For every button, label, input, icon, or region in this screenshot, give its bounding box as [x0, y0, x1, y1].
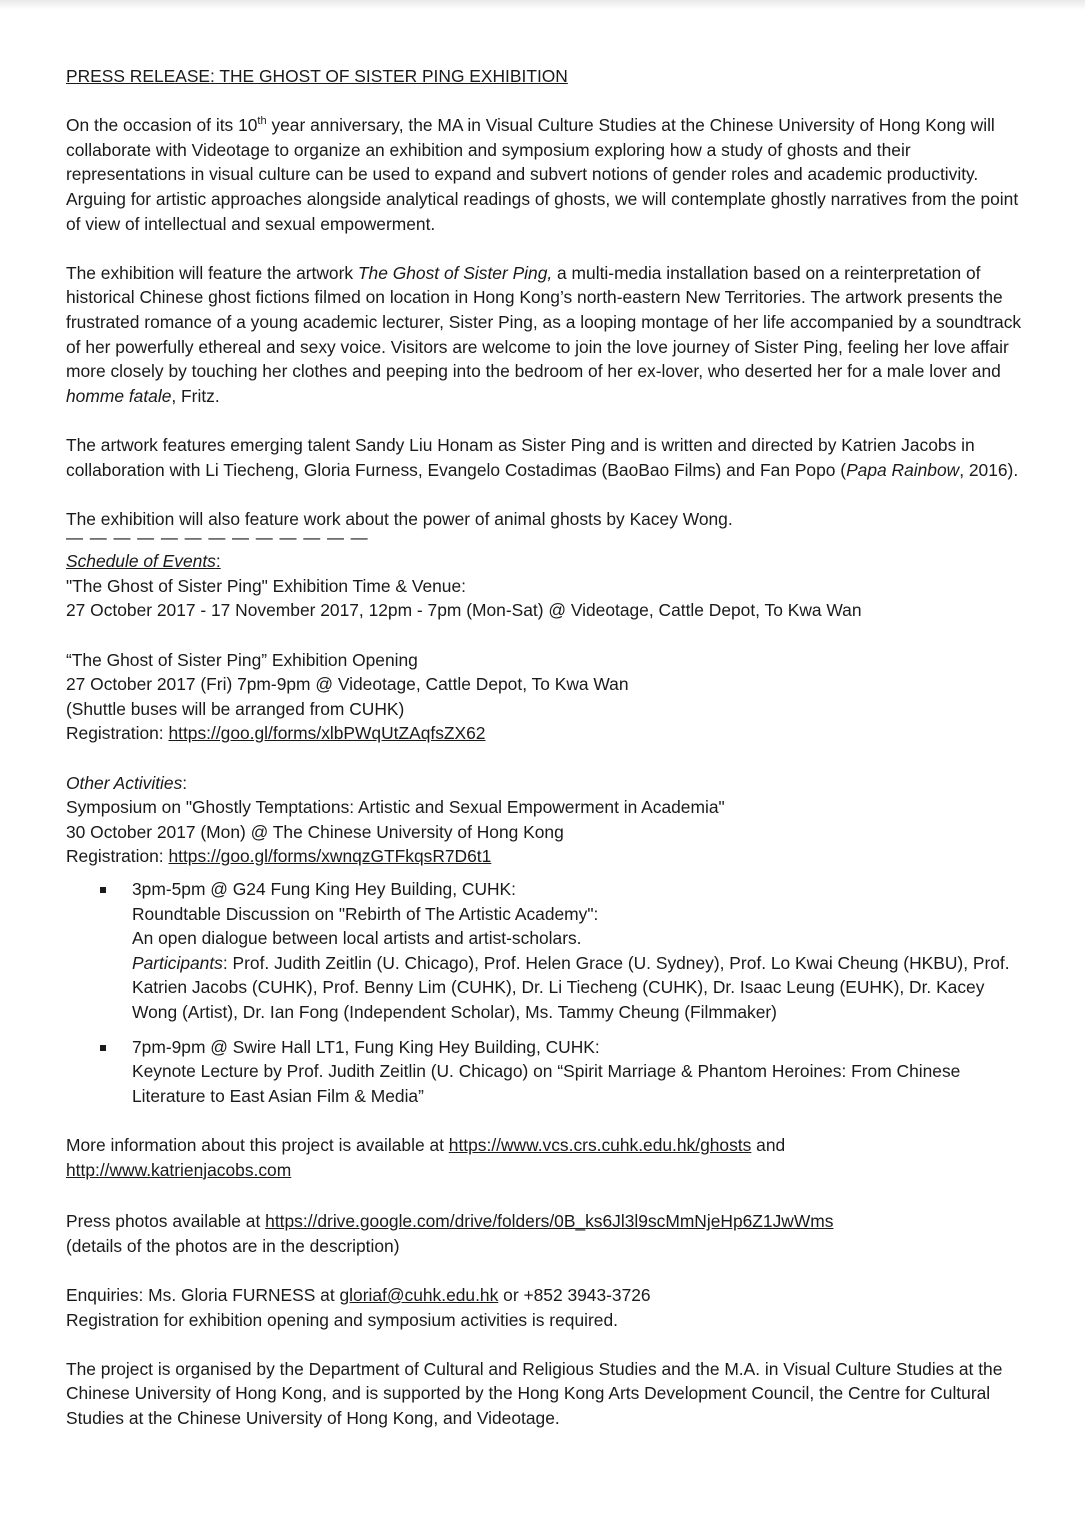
homme-fatale-text: homme fatale [66, 385, 172, 406]
other-activities-heading-text: Other Activities [66, 772, 183, 793]
credits-paragraph [66, 433, 1034, 482]
roundtable-title: Roundtable Discussion on "Rebirth of The Artistic Academy": [132, 903, 599, 924]
opening-registration-link[interactable]: https://goo.gl/forms/xlbPWqUtZAqfsZX62 [168, 723, 486, 744]
registration-required-note: Registration for exhibition opening and symposium activities is required. [66, 1309, 618, 1330]
square-bullet-icon [100, 887, 106, 893]
feature-part2: a multi-media installation based on a reinterpretation of historical Chinese ghost fictions filmed on location in Hong Kong’s north-eastern New Territories. The artwork presents the frustrated romance of a young academic lecturer, Sister Ping, as a looping montage of her life accompanied by a soundtrack of her powerfully ethereal and sexy voice. Visitors are welcome to join the love journey of Sister Ping, feeling her love affair more closely by touching her clothes and peeping into the bedroom of her ex-lover, who deserted her for a male lover and [66, 262, 1022, 382]
opening-shuttle-note: (Shuttle buses will be arranged from CUHK) [66, 698, 405, 719]
opening-registration-label: Registration: [66, 723, 169, 744]
symposium-registration [66, 844, 1034, 869]
activities-list [66, 877, 1034, 1108]
feature-part1: The exhibition will feature the artwork [66, 262, 358, 283]
symposium-registration-label: Registration: [66, 846, 169, 867]
feature-part3: , Fritz. [171, 385, 220, 406]
press-photos-note: (details of the photos are in the description) [66, 1235, 400, 1256]
press-photos-paragraph [66, 1209, 1034, 1258]
press-release-heading [66, 64, 1034, 89]
artwork-title: The Ghost of Sister Ping, [357, 262, 553, 283]
dashed-divider [66, 528, 1034, 548]
exhibition-time-venue: 27 October 2017 - 17 November 2017, 12pm - 7pm (Mon-Sat) @ Videotage, Cattle Depot, To Kwa Wan [66, 600, 862, 621]
animal-ghosts-paragraph: The exhibition will also feature work about the power of animal ghosts by Kacey Wong. [66, 508, 733, 529]
vcs-ghosts-link[interactable]: https://www.vcs.crs.cuhk.edu.hk/ghosts [448, 1134, 752, 1155]
other-activities-colon: : [182, 772, 188, 793]
enquiries-phone: or +852 3943-3726 [498, 1284, 651, 1305]
divider-dashes: — — — — — — — — — — — — — [66, 528, 369, 548]
more-info-label: More information about this project is available at [66, 1134, 449, 1155]
opening-registration [66, 721, 1034, 746]
press-photos-label: Press photos available at [66, 1211, 266, 1232]
enquiries-email-link[interactable]: gloriaf@cuhk.edu.hk [339, 1284, 499, 1305]
feature-paragraph [66, 261, 1034, 409]
keynote-time-venue: 7pm-9pm @ Swire Hall LT1, Fung King Hey Building, CUHK: [132, 1036, 600, 1057]
exhibition-venue-title: "The Ghost of Sister Ping" Exhibition Time & Venue: [66, 575, 466, 596]
intro-superscript: th [257, 115, 267, 128]
page-top-shadow [0, 0, 1085, 10]
intro-part2: year anniversary, the MA in Visual Culture Studies at the Chinese University of Hong Kong will collaborate with Videotage to organize an exhibition and symposium exploring how a study of ghosts and their representations in visual culture can be used to expand and subvert notions of gender roles and academic productivity. Arguing for artistic approaches alongside analytical readings of ghosts, we will contemplate ghostly narratives from the point of view of intellectual and sexual empowerment. [66, 115, 1019, 234]
participants-list: : Prof. Judith Zeitlin (U. Chicago), Prof. Helen Grace (U. Sydney), Prof. Lo Kwai Cheung (HKBU), Prof. Katrien Jacobs (CUHK), Prof. Benny Lim (CUHK), Dr. Li Tiecheng (CUHK), Dr. Isaac Leung (EUHK), Dr. Kacey Wong (Artist), Dr. Ian Fong (Independent Scholar), Ms. Tammy Cheung (Filmmaker) [132, 952, 1010, 1022]
schedule-heading-colon: : [215, 551, 221, 572]
schedule-heading-text: Schedule of Events [66, 551, 216, 572]
katrien-jacobs-link[interactable]: http://www.katrienjacobs.com [66, 1159, 292, 1180]
intro-part1: On the occasion of its 10 [66, 115, 258, 136]
opening-time: 27 October 2017 (Fri) 7pm-9pm @ Videotage, Cattle Depot, To Kwa Wan [66, 674, 629, 695]
roundtable-participants [132, 951, 1034, 1025]
roundtable-description: An open dialogue between local artists and artist-scholars. [132, 928, 582, 949]
list-item [66, 877, 1034, 1025]
film-title: Papa Rainbow [846, 459, 960, 480]
credits-part1: The artwork features emerging talent Sandy Liu Honam as Sister Ping and is written and directed by Katrien Jacobs in collaboration with Li Tiecheng, Gloria Furness, Evangelo Costadimas (BaoBao Films) and Fan Popo ( [66, 434, 975, 480]
symposium-title: Symposium on "Ghostly Temptations: Artistic and Sexual Empowerment in Academia" [66, 797, 725, 818]
enquiries-paragraph [66, 1283, 1034, 1332]
press-release-page [66, 64, 1034, 1430]
opening-title: “The Ghost of Sister Ping” Exhibition Opening [66, 649, 418, 670]
schedule-heading [66, 549, 1034, 574]
square-bullet-icon [100, 1045, 106, 1051]
credits-part2: , 2016). [959, 459, 1019, 480]
list-item [66, 1035, 1034, 1109]
keynote-title: Keynote Lecture by Prof. Judith Zeitlin (U. Chicago) on “Spirit Marriage & Phantom Heroines: From Chinese Literature to East Asian Film & Media” [132, 1061, 961, 1106]
intro-paragraph [66, 113, 1034, 236]
organiser-paragraph: The project is organised by the Department of Cultural and Religious Studies and the M.A. in Visual Culture Studies at the Chinese University of Hong Kong, and is supported by the Hong Kong Arts Development Council, the Centre for Cultural Studies at the Chinese University of Hong Kong, and Videotage. [66, 1358, 1003, 1428]
other-activities-heading [66, 771, 1034, 796]
more-info-paragraph [66, 1133, 1034, 1182]
enquiries-label: Enquiries: Ms. Gloria FURNESS at [66, 1284, 340, 1305]
roundtable-time-venue: 3pm-5pm @ G24 Fung King Hey Building, CUHK: [132, 879, 516, 899]
symposium-time: 30 October 2017 (Mon) @ The Chinese University of Hong Kong [66, 821, 564, 842]
more-info-and: and [751, 1134, 786, 1155]
symposium-registration-link[interactable]: https://goo.gl/forms/xwnqzGTFkqsR7D6t1 [168, 846, 492, 867]
press-photos-link[interactable]: https://drive.google.com/drive/folders/0B_ks6Jl3l9scMmNjeHp6Z1JwWms [265, 1211, 834, 1232]
heading-text: PRESS RELEASE: THE GHOST OF SISTER PING EXHIBITION [66, 66, 568, 86]
participants-label: Participants [132, 952, 223, 973]
